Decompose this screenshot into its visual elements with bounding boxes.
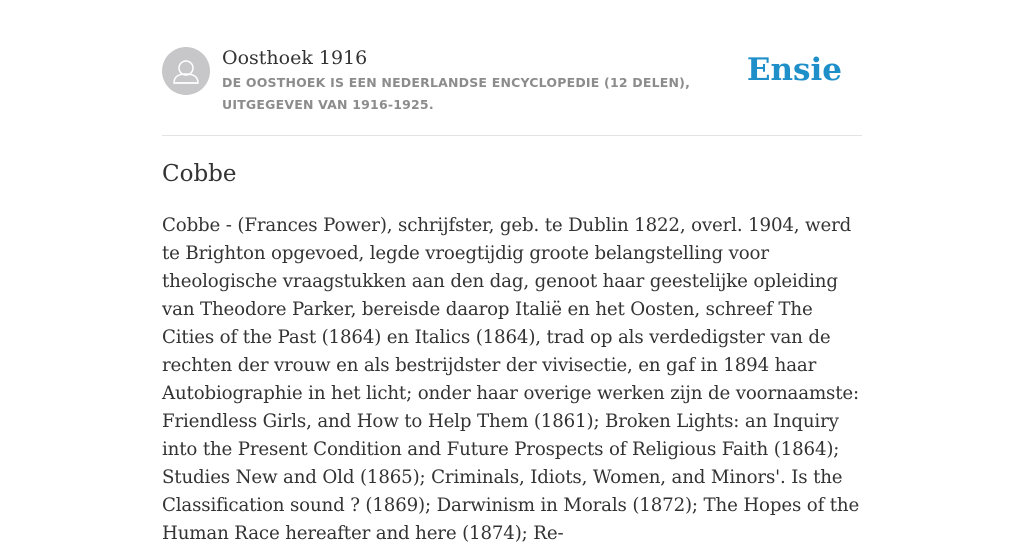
entry-body: Cobbe - (Frances Power), schrijfster, geb. te Dublin 1822, overl. 1904, werd te Brighton opgevoed, legde vroegtijdig groote belangstelling voor theologische vraagstukken aan den dag, genoot haar geestelijke opleiding van Theodore Parker, bereisde daarop Italië en het Oosten, schreef The Cities of the Past (1864) en Italics (1864), trad op als verdedigster van de rechten der vrouw en als bestrijdster der vivisectie, en gaf in 1894 haar Autobiographie in het licht; onder haar overige werken zijn de voornaamste: Friendless Girls, and How to Help Them (1861); Broken Lights: an Inquiry into the Present Condition and Future Prospects of Religious Faith (1864); Studies New and Old (1865); Criminals, Idiots, Women, and Minors'. Is the Classification sound ? (1869); Darwinism in Morals (1872); The Hopes of the Human Race hereafter and here (1874); Re- bbox=[162, 215, 860, 544]
source-description: DE OOSTHOEK IS EEN NEDERLANDSE ENCYCLOPEDIE (12 DELEN), UITGEGEVEN VAN 1916-1925. bbox=[222, 75, 691, 112]
brand-logo[interactable]: Ensie bbox=[746, 52, 842, 88]
user-avatar-icon[interactable] bbox=[162, 47, 210, 95]
entry-title: Cobbe bbox=[162, 161, 237, 187]
source-header bbox=[162, 44, 862, 136]
source-title[interactable]: Oosthoek 1916 bbox=[222, 47, 368, 69]
